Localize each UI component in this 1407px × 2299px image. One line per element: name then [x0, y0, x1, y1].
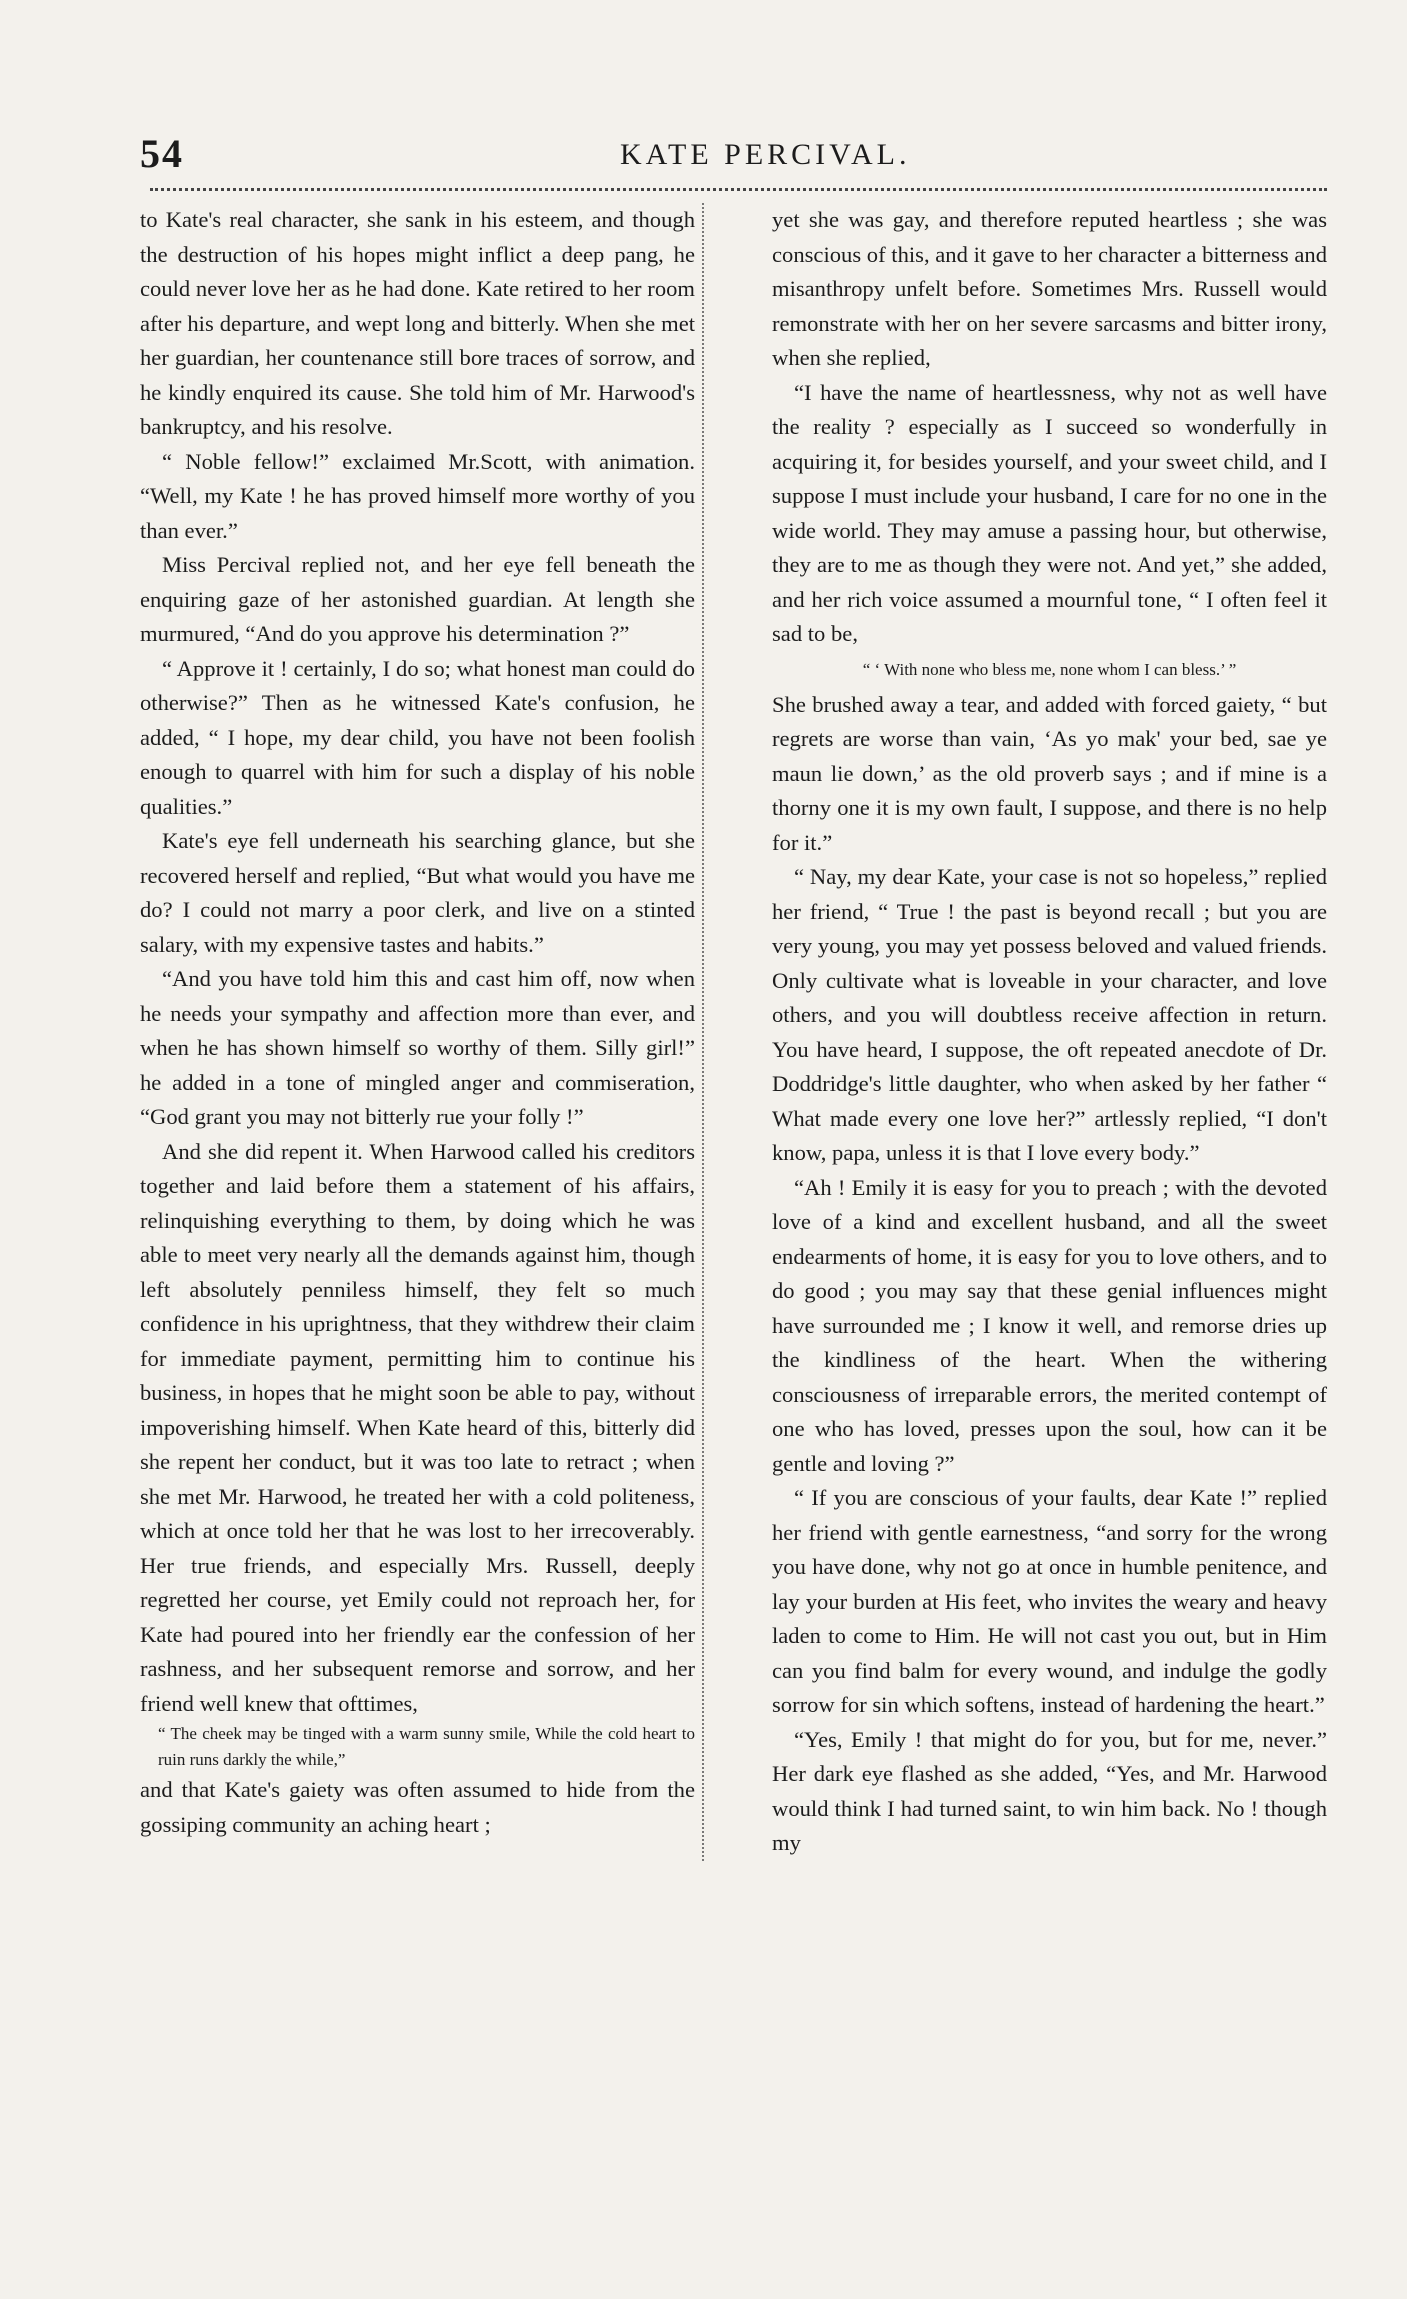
column-divider — [702, 203, 704, 1861]
page-header — [140, 120, 1327, 180]
verse-quote: “ ‘ With none who bless me, none whom I can bless.’ ” — [862, 659, 1237, 679]
paragraph: Miss Percival replied not, and her eye fell beneath the enquiring gaze of her astonished guardian. At length she murmured, “And do you approve his determination ?” — [140, 552, 695, 646]
paragraph: “ Nay, my dear Kate, your case is not so hopeless,” replied her friend, “ True ! the past is beyond recall ; but you are very young, you may yet possess beloved and valued friends. Only cultivate what is loveable in your character, and love others, and you will doubtless receive affection in return. You have heard, I suppose, the oft repeated anecdote of Dr. Doddridge's little daughter, who when asked by her father “ What made every one love her?” artlessly replied, “I don't know, papa, unless it is that I love every body.” — [772, 864, 1327, 1165]
paragraph: She brushed away a tear, and added with forced gaiety, “ but regrets are worse than vain, ‘As yo mak' your bed, sae ye maun lie down,’ as the old proverb says ; and if mine is a thorny one it is my own fault, I suppose, and there is no help for it.” — [772, 691, 1327, 855]
left-column — [140, 203, 695, 1861]
paragraph: Kate's eye fell underneath his searching glance, but she recovered herself and replied, “But what would you have me do? I could not marry a poor clerk, and live on a stinted salary, with my expensive tastes and habits.” — [140, 828, 695, 957]
paragraph: “And you have told him this and cast him off, now when he needs your sympathy and affection more than ever, and when he has shown himself so worthy of them. Silly girl!” he added in a tone of mingled anger and commiseration, “God grant you may not bitterly rue your folly !” — [140, 966, 695, 1129]
paragraph: “ If you are conscious of your faults, dear Kate !” replied her friend with gentle earnestness, “and sorry for the wrong you have done, why not go at once in humble penitence, and lay your burden at His feet, who invites the weary and heavy laden to come to Him. He will not cast you out, but in Him can you find balm for every wound, and indulge the godly sorrow for sin which softens, instead of hardening the heart.” — [772, 1485, 1327, 1717]
paragraph: “Ah ! Emily it is easy for you to preach ; with the devoted love of a kind and excellent husband, and all the sweet endearments of home, it is easy for you to love others, and to do good ; you may say that these genial influences might have surrounded me ; I know it well, and remorse dries up the kindliness of the heart. When the withering consciousness of irreparable errors, the merited contempt of one who has loved, presses upon the soul, how can it be gentle and loving ?” — [772, 1174, 1327, 1476]
paragraph: “ Noble fellow!” exclaimed Mr.Scott, with animation. “Well, my Kate ! he has proved himself more worthy of you than ever.” — [140, 448, 695, 543]
paragraph: “ Approve it ! certainly, I do so; what honest man could do otherwise?” Then as he witnessed Kate's confusion, he added, “ I hope, my dear child, you have not been foolish enough to quarrel with him for such a display of his noble qualities.” — [140, 655, 695, 819]
page-number: 54 — [140, 131, 184, 176]
paragraph: And she did repent it. When Harwood called his creditors together and laid before them a statement of his affairs, relinquishing everything to them, by doing which he was able to meet very nearly all the demands against him, though left absolutely penniless himself, they felt so much confidence in his uprightness, that they withdrew their claim for immediate payment, permitting him to continue his business, in hopes that he might soon be able to pay, without impoverishing himself. When Kate heard of this, bitterly did she repent her conduct, but it was too late to retract ; when she met Mr. Harwood, he treated her with a cold politeness, which at once told her that he was lost to her irrecoverably. Her true friends, and especially Mrs. Russell, deeply regretted her course, yet Emily could not reproach her, for Kate had poured into her friendly ear the confession of her rashness, and her subsequent remorse and sorrow, and her friend well knew that ofttimes, — [140, 1138, 695, 1716]
paragraph: and that Kate's gaiety was often assumed to hide from the gossiping community an aching heart ; — [140, 1777, 695, 1837]
paragraph: yet she was gay, and therefore reputed heartless ; she was conscious of this, and it gave to her character a bitterness and misanthropy unfelt before. Sometimes Mrs. Russell would remonstrate with her on her severe sarcasms and bitter irony, when she replied, — [772, 207, 1327, 370]
running-title: KATE PERCIVAL. — [620, 138, 911, 171]
verse-quote: “ The cheek may be tinged with a warm sunny smile, While the cold heart to ruin runs darkly the while,” — [158, 1724, 695, 1769]
right-column — [772, 203, 1327, 1861]
paragraph: “I have the name of heartlessness, why not as well have the reality ? especially as I succeed so wonderfully in acquiring it, for besides yourself, and your sweet child, and I suppose I must include your husband, I care for no one in the wide world. They may amuse a passing hour, but otherwise, they are to me as though they were not. And yet,” she added, and her rich voice assumed a mournful tone, “ I often feel it sad to be, — [772, 379, 1327, 646]
paragraph: “Yes, Emily ! that might do for you, but for me, never.” Her dark eye flashed as she added, “Yes, and Mr. Harwood would think I had turned saint, to win him back. No ! though my — [772, 1726, 1327, 1855]
header-rule — [150, 188, 1327, 191]
paragraph: to Kate's real character, she sank in his esteem, and though the destruction of his hopes might inflict a deep pang, he could never love her as he had done. Kate retired to her room after his departure, and wept long and bitterly. When she met her guardian, her countenance still bore traces of sorrow, and he kindly enquired its cause. She told him of Mr. Harwood's bankruptcy, and his resolve. — [140, 207, 695, 439]
text-columns — [140, 203, 1327, 1861]
